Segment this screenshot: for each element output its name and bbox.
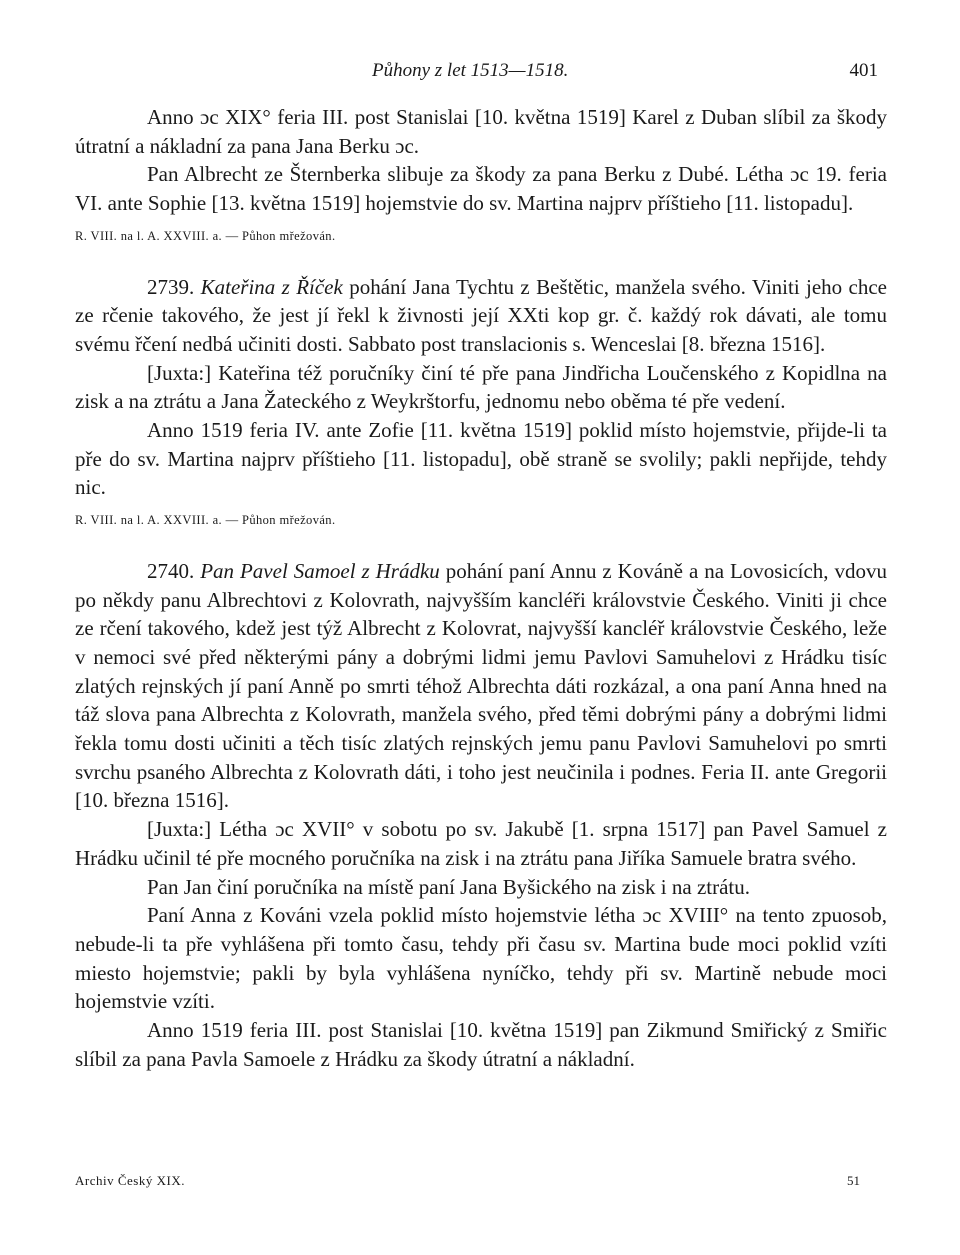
- entry-2740-anno: Anno 1519 feria III. post Stanislai [10. května 1519] pan Zikmund Smiřický z Smiřic slíbil za pana Pavla Samoele z Hrádku za škody útratní a nákladní.: [75, 1018, 887, 1071]
- entry-2740-juxta: [Juxta:] Létha ɔc XVII° v sobotu po sv. Jakubě [1. srpna 1517] pan Pavel Samuel z Hrádku učinil té pře mocného poručníka na zisk i na ztrátu pana Jiříka Samuele bratra svého.: [75, 817, 887, 870]
- entry-2739-anno: Anno 1519 feria IV. ante Zofie [11. května 1519] poklid místo hojemstvie, přijde-li ta pře do sv. Martina najprv příštieho [11. listopadu], obě straně se svolily; pakli nepřijde, tehdy nic.: [75, 418, 887, 500]
- entry-number: 2739.: [147, 274, 195, 299]
- entry-number: 2740.: [147, 558, 195, 583]
- paragraph-albrecht: Pan Albrecht ze Šternberka slibuje za škody za pana Berku z Dubé. Létha ɔc 19. feria VI. ante Sophie [13. května 1519] hojemstvie do sv. Martina najprv příštieho [11. listopadu].: [75, 162, 887, 216]
- entry-2739-source-note: R. VIII. na l. A. XXVIII. a. — Půhon mřežován.: [75, 513, 336, 528]
- entry-parties: Pan Pavel Samoel z Hrádku: [200, 558, 440, 583]
- page-footer: [75, 1173, 860, 1193]
- entry-2740: [75, 557, 887, 815]
- entry-2739: [75, 273, 887, 359]
- paragraph-anno-1519: Anno ɔc XIX° feria III. post Stanislai [10. května 1519] Karel z Duban slíbil za škody útratní a nákladní za pana Jana Berku ɔc.: [75, 105, 887, 158]
- entry-2739-juxta: [Juxta:] Kateřina též poručníky činí té pře pana Jindřicha Loučenského z Kopidlna na zisk a na ztrátu a Jana Žateckého z Weykrštorfu, jednomu nebo oběma té pře vedení.: [75, 360, 887, 414]
- page-number: 401: [849, 60, 878, 81]
- source-note: R. VIII. na l. A. XXVIII. a. — Půhon mřežován.: [75, 228, 336, 243]
- entry-2740-jan: Pan Jan činí poručníka na místě paní Jana Byšického na zisk i na ztrátu.: [147, 874, 751, 899]
- sheet-number: 51: [847, 1173, 860, 1188]
- entry-text: pohání Jana Tychtu z Beštětic, manžela svého. Viniti jeho chce ze rčenie takového, že jest jí řekl k živnosti její XXti kop gr. č. každý rok dávati, ale tomu svému řčení nedbá učiniti dosti. Sabbato post translacionis s. Wenceslai [8. března 1516].: [75, 274, 888, 356]
- entry-2740-anna: Paní Anna z Kováni vzela poklid místo hojemstvie létha ɔc XVIII° na tento zpuosob, nebude-li ta pře vyhlášena při tomto času, tehdy při času sv. Martina bude moci poklid vzíti miesto hojemstvie; pakli by byla vyhlášena nyníčko, tehdy při sv. Martině nebude moci hojemstvie vzíti.: [75, 903, 887, 1014]
- entry-parties: Kateřina z Říček: [200, 274, 343, 299]
- running-header: [0, 60, 960, 90]
- entry-text: pohání paní Annu z Kováně a na Lovosicích, vdovu po někdy panu Albrechtovi z Kolovrath, najvyšším kancléři královstvie Českého. Viniti ji chce ze rčení takového, kdež jest týž Albrecht z Kolovrat, najvyšší kancléř královstvie Českého, leže v nemoci své před některými pány a dobrými lidmi jemu Pavlovi Samuhelovi z Hrádku tisíc zlatých rejnských jí paní Anně po smrti téhož Albrechta dáti rozkázal, a ona paní Anna hned na táž slova pana Albrechta z Kolovrath, manžela svého, před těmi dobrými pány a dobrými lidmi řekla tomu dosti učiniti a těch tisíc zlatých rejnských jemu panu Pavlovi Samuhelovi po smrti svrchu psaného Albrechta z Kolovrath dáti, i toho jest neučinila i podnes. Feria II. ante Gregorii [10. března 1516].: [75, 558, 887, 813]
- running-title: Půhony z let 1513—1518.: [372, 60, 569, 81]
- signature-mark: Archiv Český XIX.: [75, 1173, 185, 1188]
- page-body: [75, 103, 887, 1074]
